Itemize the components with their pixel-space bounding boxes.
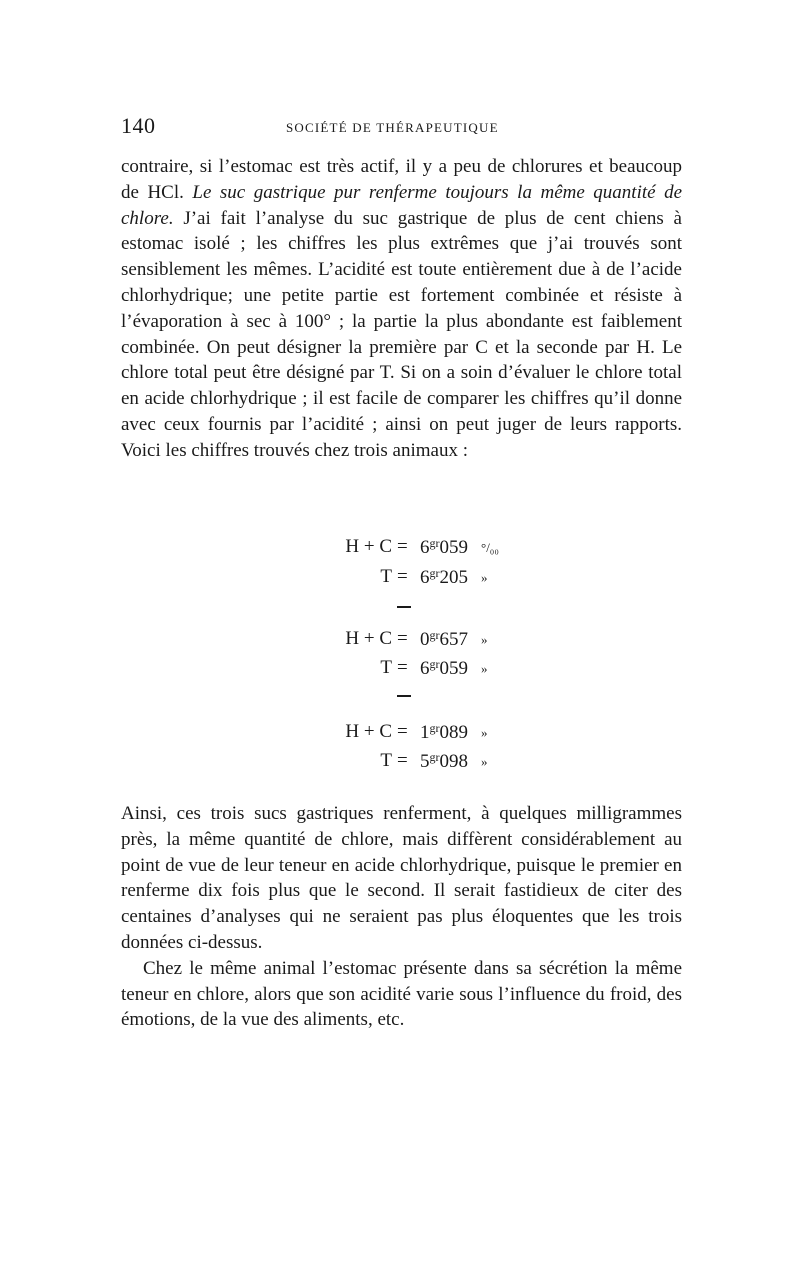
unit-superscript: gr: [429, 750, 440, 764]
formula-group-2: [300, 624, 560, 712]
equals-sign: =: [397, 566, 408, 587]
body-paragraph-1: [121, 154, 682, 464]
separator-dash: [397, 695, 411, 697]
value-decimal: 089: [439, 722, 468, 743]
formula-value: [420, 536, 468, 559]
formula-block: [300, 536, 560, 800]
formula-value: [420, 657, 468, 680]
unit-superscript: gr: [429, 657, 440, 671]
equals-sign: =: [397, 628, 408, 649]
value-integer: 1: [420, 722, 430, 743]
equals-sign: =: [397, 536, 408, 557]
body-paragraph-2: [121, 801, 682, 1033]
formula-value: [420, 750, 468, 773]
unit-superscript: gr: [429, 628, 440, 642]
formula-value: [420, 628, 468, 651]
ditto-mark: »: [481, 570, 488, 585]
formula-lhs: T: [380, 657, 392, 678]
unit-mark: °/₀₀: [481, 540, 499, 555]
paragraph-text: Ainsi, ces trois sucs gastriques renferment, à quelques milligrammes près, la même quantité de chlore, mais diffèrent considérablement au point de vue de leur teneur en acide chlorhydrique, puisque le premier en renferme dix fois plus que le second. Il serait fastidieux de citer des centaines d’analyses qui ne seraient pas plus éloquentes que les trois données ci-dessus.: [121, 803, 682, 953]
formula-hc-line: [300, 721, 560, 747]
formula-value: [420, 566, 468, 589]
formula-lhs: H + C: [345, 536, 392, 557]
unit-superscript: gr: [429, 566, 440, 580]
unit-superscript: gr: [429, 536, 440, 550]
value-decimal: 059: [439, 537, 468, 558]
paragraph-text: Chez le même animal l’estomac présente dans sa sécrétion la même teneur en chlore, alors que son acidité varie sous l’influence du froid, des émotions, de la vue des aliments, etc.: [121, 957, 682, 1031]
value-integer: 6: [420, 658, 430, 679]
formula-hc-line: [300, 628, 560, 654]
formula-lhs: T: [380, 750, 392, 771]
formula-t-line: [300, 657, 560, 683]
ditto-mark: »: [481, 632, 488, 647]
formula-t-line: [300, 750, 560, 776]
formula-lhs: H + C: [345, 628, 392, 649]
value-integer: 6: [420, 537, 430, 558]
value-integer: 0: [420, 629, 430, 650]
emphasized-statement: Le suc gastrique pur renferme toujours la même quantité de chlore.: [121, 181, 682, 229]
unit-superscript: gr: [429, 721, 440, 735]
value-decimal: 657: [439, 629, 468, 650]
formula-t-line: [300, 566, 560, 592]
equals-sign: =: [397, 750, 408, 771]
formula-hc-line: [300, 536, 560, 562]
equals-sign: =: [397, 721, 408, 742]
ditto-mark: »: [481, 754, 488, 769]
value-integer: 5: [420, 751, 430, 772]
paragraph-text: [121, 154, 682, 464]
value-decimal: 059: [439, 658, 468, 679]
page-number: 140: [121, 113, 156, 138]
running-title: SOCIÉTÉ DE THÉRAPEUTIQUE: [286, 120, 499, 135]
paragraph-tail: J’ai fait l’analyse du suc gastrique de plus de cent chiens à estomac isolé ; les chiffres les plus extrêmes que j’ai trouvés sont sensiblement les mêmes. L’acidité est toute entièrement due à de l’acide chlorhydrique; une petite partie est fortement combinée et résiste à l’évaporation à sec à 100° ; la partie la plus abondante est faiblement combinée. On peut désigner la première par C et la seconde par H. Le chlore total peut être désigné par T. Si on a soin d’évaluer le chlore total en acide chlorhydrique ; il est facile de comparer les chiffres qu’il donne avec ceux fournis par l’acidité ; ainsi on peut juger de leurs rapports. Voici les chiffres trouvés chez trois animaux :: [121, 207, 682, 461]
ditto-mark: »: [481, 725, 488, 740]
running-head: [121, 113, 681, 143]
value-decimal: 098: [439, 751, 468, 772]
paragraph-lead: contraire, si l’estomac est très actif, il y a peu de chlorures et beaucoup de HCl.: [121, 156, 682, 203]
separator-dash: [397, 606, 411, 608]
formula-group-3: [300, 712, 560, 800]
formula-value: [420, 721, 468, 744]
formula-lhs: T: [380, 566, 392, 587]
equals-sign: =: [397, 657, 408, 678]
formula-group-1: [300, 536, 560, 624]
value-decimal: 205: [439, 567, 468, 588]
value-integer: 6: [420, 567, 430, 588]
ditto-mark: »: [481, 661, 488, 676]
formula-lhs: H + C: [345, 721, 392, 742]
